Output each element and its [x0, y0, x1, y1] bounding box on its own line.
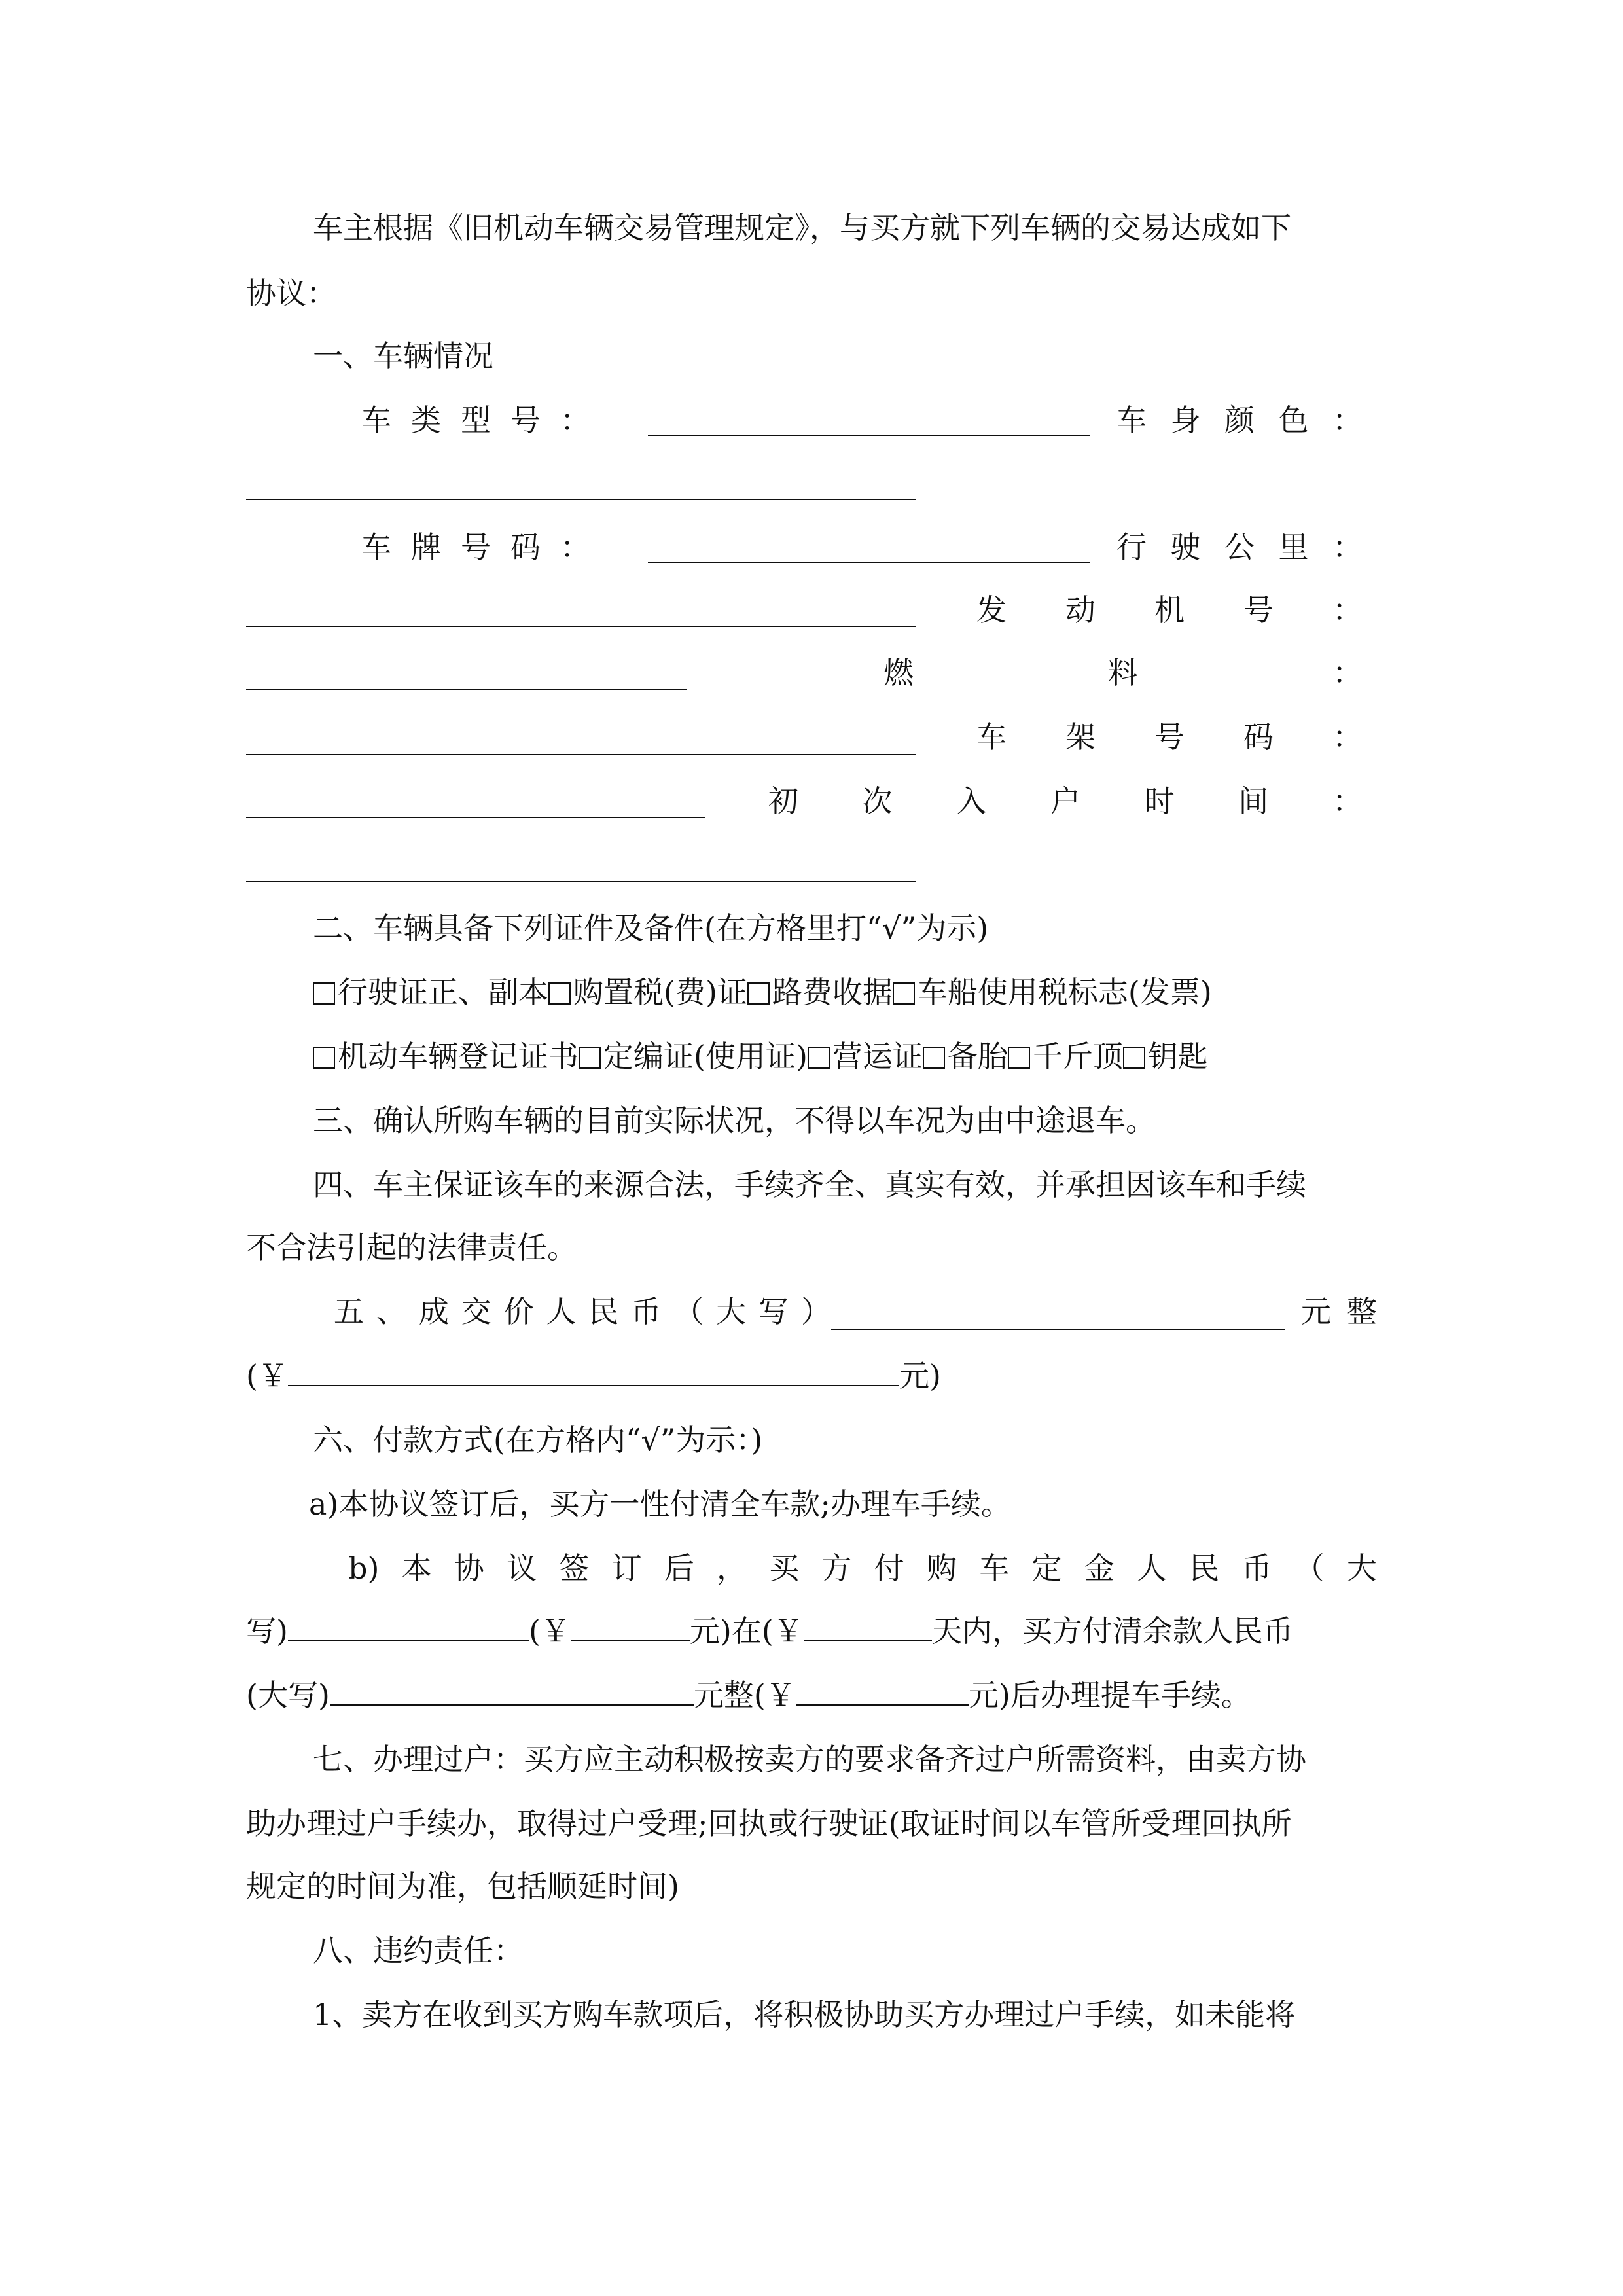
register-label: 初 次 入 户 时 间 ： — [768, 783, 1363, 819]
checkbox[interactable] — [313, 982, 335, 1005]
register-blank[interactable] — [246, 881, 916, 882]
doc-spare-tire: 备胎 — [947, 1039, 1008, 1074]
mileage-label: 行 驶 公 里 ： — [1116, 529, 1363, 565]
price-words-blank[interactable] — [831, 1329, 1285, 1330]
price-unit: 元 整 — [1301, 1294, 1377, 1329]
fuel-label: 燃 料 ： — [883, 655, 1363, 691]
model-label: 车 类 型 号 ： — [361, 403, 590, 438]
doc-jack: 千斤顶 — [1032, 1039, 1123, 1074]
doc-operation-cert: 营运证 — [832, 1039, 923, 1074]
section4-line-2: 不合法引起的法律责任。 — [246, 1230, 577, 1265]
engine-blank[interactable] — [246, 689, 687, 690]
documents-row-2 — [313, 1037, 1208, 1076]
doc-quota-cert: 定编证(使用证) — [603, 1039, 808, 1074]
doc-driving-license: 行驶证正、副本 — [338, 975, 548, 1010]
color-blank[interactable] — [246, 499, 916, 500]
checkbox[interactable] — [579, 1047, 601, 1069]
b2-text-4: 天内，买方付清余款人民币 — [931, 1613, 1293, 1649]
checkbox[interactable] — [1123, 1047, 1145, 1069]
b2-text-3: 元)在(￥ — [689, 1613, 804, 1649]
balance-words-blank[interactable] — [330, 1676, 694, 1706]
checkbox[interactable] — [313, 1047, 335, 1069]
checkbox[interactable] — [747, 982, 770, 1005]
price-figures — [246, 1356, 941, 1395]
section7-line-3: 规定的时间为准，包括顺延时间) — [246, 1869, 679, 1904]
frame-blank[interactable] — [246, 817, 705, 818]
section7-line-1: 七、办理过户：买方应主动积极按卖方的要求备齐过户所需资料，由卖方协 — [313, 1742, 1306, 1777]
checkbox[interactable] — [923, 1047, 945, 1069]
section8-title: 八、违约责任： — [313, 1933, 524, 1968]
frame-label: 车 架 号 码 ： — [976, 719, 1363, 755]
plate-blank[interactable] — [648, 562, 1090, 563]
doc-registration-cert: 机动车辆登记证书 — [338, 1039, 579, 1074]
section2-title: 二、车辆具备下列证件及备件(在方格里打“√”为示) — [313, 910, 989, 946]
model-blank[interactable] — [648, 435, 1090, 436]
doc-toll-receipt: 路费收据 — [772, 975, 893, 1010]
yen-open: (￥ — [246, 1358, 288, 1393]
fuel-blank[interactable] — [246, 754, 916, 755]
b3-text-1: (大写) — [246, 1677, 330, 1713]
payment-option-b-line-3 — [246, 1676, 1251, 1715]
doc-keys: 钥匙 — [1147, 1039, 1208, 1074]
balance-figure-blank[interactable] — [796, 1676, 969, 1706]
documents-row-1 — [313, 973, 1212, 1012]
payment-option-b-line-2 — [246, 1611, 1293, 1651]
mileage-blank[interactable] — [246, 626, 916, 627]
checkbox[interactable] — [893, 982, 915, 1005]
b3-text-2: 元整(￥ — [693, 1677, 796, 1713]
checkbox[interactable] — [1008, 1047, 1030, 1069]
price-figure-blank[interactable] — [288, 1356, 899, 1386]
days-blank[interactable] — [804, 1611, 932, 1641]
plate-label: 车 牌 号 码 ： — [361, 529, 590, 565]
checkbox[interactable] — [808, 1047, 830, 1069]
b2-text-1: 写) — [246, 1613, 288, 1649]
intro-line-1: 车主根据《旧机动车辆交易管理规定》，与买方就下列车辆的交易达成如下 — [313, 210, 1291, 245]
section4-line-1: 四、车主保证该车的来源合法，手续齐全、真实有效，并承担因该车和手续 — [313, 1167, 1306, 1202]
section6-title: 六、付款方式(在方格内“√”为示：) — [313, 1422, 763, 1458]
yen-close: 元) — [899, 1358, 941, 1393]
section3-text: 三、确认所购车辆的目前实际状况，不得以车况为由中途退车。 — [313, 1103, 1156, 1138]
deposit-words-blank[interactable] — [288, 1611, 529, 1641]
engine-label: 发 动 机 号 ： — [976, 592, 1363, 628]
checkbox[interactable] — [548, 982, 571, 1005]
b2-text-2: (￥ — [528, 1613, 571, 1649]
price-label: 五 、 成 交 价 人 民 币 （ 大 写 ） — [334, 1294, 831, 1329]
section8-item-1: 1、卖方在收到买方购车款项后，将积极协助买方办理过户手续，如未能将 — [313, 1997, 1296, 2032]
doc-purchase-tax: 购置税(费)证 — [573, 975, 747, 1010]
b3-text-3: 元)后办理提车手续。 — [968, 1677, 1251, 1713]
doc-vessel-tax: 车船使用税标志(发票) — [917, 975, 1212, 1010]
section7-line-2: 助办理过户手续办，取得过户受理;回执或行驶证(取证时间以车管所受理回执所 — [246, 1806, 1292, 1841]
intro-line-2: 协议： — [246, 276, 336, 311]
payment-option-b-line-1: b) 本 协 议 签 订 后 ， 买 方 付 购 车 定 金 人 民 币 （ 大 — [348, 1551, 1377, 1586]
section1-title: 一、车辆情况 — [313, 338, 493, 374]
payment-option-a: a)本协议签订后，买方一性付清全车款;办理车手续。 — [309, 1486, 1011, 1522]
deposit-figure-blank[interactable] — [571, 1611, 690, 1641]
color-label: 车 身 颜 色 ： — [1116, 403, 1363, 438]
